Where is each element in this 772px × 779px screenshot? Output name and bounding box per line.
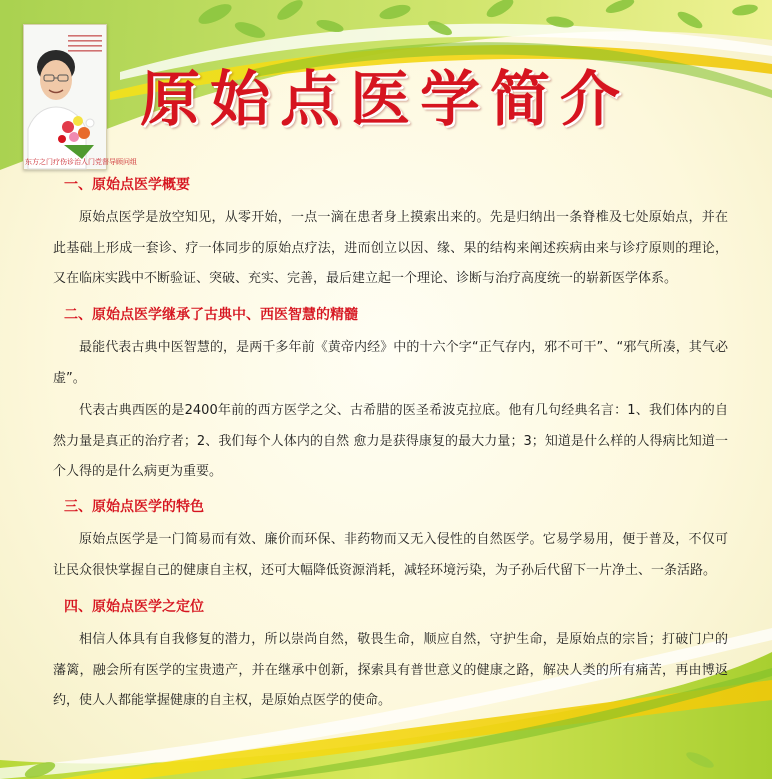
section-heading: 三、原始点医学的特色: [64, 499, 204, 515]
photo-caption: 东方之门疗伤诊治人门党督导顾问组: [25, 158, 137, 166]
section-heading: 一、原始点医学概要: [64, 177, 190, 193]
portrait-icon: [24, 25, 137, 169]
section-paragraph: 代表古典西医的是2400年前的西方医学之父、古希腊的医圣希波克拉底。他有几句经典名言：1、我们体内的自然力量是真正的治疗者；2、我们每个人体内的自然 愈力是获得康复的最大力量；3；知道是什么样的人得病比知道一个人得的是什么病更为重要。: [53, 403, 728, 479]
portrait-photo: [23, 24, 137, 170]
page-title: 原始点医学简介: [140, 65, 630, 135]
section-paragraph: 原始点医学是放空知见，从零开始，一点一滴在患者身上摸索出来的。先是归纳出一条脊椎及七处原始点，并在此基础上形成一套诊、疗一体同步的原始点疗法，进而创立以因、缘、果的结构来阐述疾病由来与诊疗原则的理论，又在临床实践中不断验证、突破、充实、完善，最后建立起一个理论、诊断与治疗高度统一的崭新医学体系。: [53, 210, 728, 286]
section-paragraph: 原始点医学是一门简易而有效、廉价而环保、非药物而又无入侵性的自然医学。它易学易用，便于普及，不仅可让民众很快掌握自己的健康自主权，还可大幅降低资源消耗，减轻环境污染，为子孙后代留下一片净土、一条活路。: [53, 532, 728, 578]
section-paragraph: 相信人体具有自我修复的潜力，所以崇尚自然，敬畏生命，顺应自然，守护生命，是原始点的宗旨；打破门户的藩篱，融会所有医学的宝贵遗产，并在继承中创新，探索具有普世意义的健康之路，解决人类的所有痛苦，再由博返约，使人人都能掌握健康的自主权，是原始点医学的使命。: [53, 632, 728, 708]
section-heading: 二、原始点医学继承了古典中、西医智慧的精髓: [64, 307, 358, 323]
section-heading: 四、原始点医学之定位: [64, 599, 204, 615]
section-paragraph: 最能代表古典中医智慧的，是两千多年前《黄帝内经》中的十六个字“正气存内，邪不可干”、“邪气所凑，其气必虚”。: [53, 340, 728, 386]
